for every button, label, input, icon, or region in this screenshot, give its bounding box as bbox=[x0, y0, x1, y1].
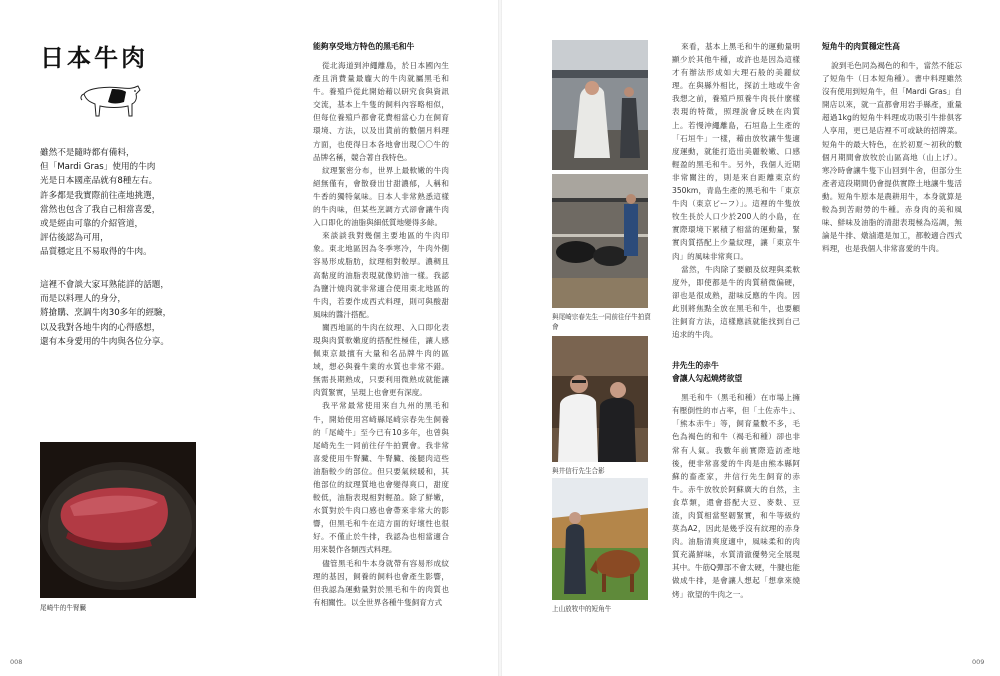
col1-paragraph: 來談談我對幾個主要地區的牛肉印象。東北地區因為冬季寒冷，牛肉外側容易形成脂肪，紋理相對較厚。濃稠且高黏度的油脂表現就像奶油一樣。我認為鹽汁燒肉就非常適合使用東北地區的牛肉，若要作成西式料理，則可與酸甜風味的醬汁搭配。 bbox=[313, 231, 449, 319]
steak-photo bbox=[40, 442, 196, 598]
cow-diagram-icon bbox=[78, 80, 144, 122]
column-1-heading: 能夠享受地方特色的黑毛和牛 bbox=[313, 42, 415, 51]
article-column-1 bbox=[313, 40, 449, 642]
auction-photo-caption: 與尾崎宗春先生一同前往仔牛拍賣會 bbox=[552, 313, 651, 331]
col1-paragraph: 從北海道到沖繩離島，於日本國內生產且消費量最龐大的牛肉就屬黑毛和牛。養殖戶從此開始藉以研究食與資訊交流，基本上牛隻的飼料內容略相似，但每位養殖戶都會花費相當心力在飼育環境、方法，以及出貨前的數個月料理方面，也使得日本各地會出現〇〇牛的品牌名稱，競合著自我特色。 bbox=[313, 61, 449, 162]
auction-photo-1 bbox=[552, 40, 648, 170]
col3-paragraph: 說到毛色同為褐色的和牛，當然不能忘了短角牛（日本短角種）。書中料理雖然沒有使用到短角牛，但「Mardi Gras」自開店以來，就一直都會用岩手縣產，重量超過1kg的短角牛料理成功吸引牛排俱客人享用，更已是店裡不可或缺的招牌菜。短角牛的最大特色，在於初夏～初秋的數個月期間會放牧於山區高地（山上げ）。寒冷時會讓牛隻下山回到牛舍，但部分生產者這段期間仍會提供實際土地讓牛隻活動。短角牛原本是農耕用牛，本身就算是較為到苦耐勞的牛種。赤身肉的美和風味、鮮味及油脂的清甜表現極為巡調，無論是牛排、燉滷還是加工，都較適合西式料理，也是我個人非常喜愛的牛肉。 bbox=[822, 61, 962, 254]
page-number-right: 009 bbox=[972, 658, 985, 666]
page-gutter bbox=[498, 0, 502, 676]
farmer-portrait-caption: 與井信行先生合影 bbox=[552, 467, 605, 475]
page-number-left: 008 bbox=[10, 658, 23, 666]
col1-paragraph: 我平常最常使用來自九州的黑毛和牛，開始使用宮崎縣尾崎宗春先生飼養的「尾崎牛」至今已有10多年，也曾與尾崎先生一同前往仔牛拍賣會。我非常喜愛使用牛腎臟、牛腎臟、後腿肉這些油脂較少的部位。但只要氣候暖和，其他部位的紋理質地也會變得爽口，甜度較低，油脂表現相對輕盈。除了鮮嫩，水質對於牛肉口感也會帶來非常大的影響，但黑毛和牛在這方面的好壞性也很好。不僅止於牛排，我認為也相當適合用來製作各類西式料理。 bbox=[313, 401, 449, 555]
farmer-portrait-photo bbox=[552, 336, 648, 462]
column-3-heading: 短角牛的肉質穩定性高 bbox=[822, 42, 900, 51]
col1-paragraph: 關西地區的牛肉在紋理、入口即化表現與肉質軟嫩度的搭配性極佳，讓人感佩東京最擅有大量和名品牌牛肉的區域，想必與養牛業的水質也非常不錯。無需長期熟成，只要利用微熟成就能讓肉質緊實，呈現上也會更有深度。 bbox=[313, 322, 449, 398]
article-column-2 bbox=[672, 40, 800, 642]
grazing-cattle-photo bbox=[552, 478, 648, 600]
col1-paragraph: 儘管黑毛和牛本身就帶有容易形成紋理的基因，飼養的飼料也會產生影響，但我認為運動量對於黑毛和牛的肉質也有相關性。以全世界各種牛隻飼育方式 bbox=[313, 558, 449, 607]
article-column-3 bbox=[822, 40, 962, 310]
column-2-heading: 井先生的赤牛 會讓人勾起燒烤欲望 bbox=[672, 361, 743, 384]
auction-photo-2 bbox=[552, 174, 648, 308]
col1-paragraph: 紋理緊密分布，世界上最軟嫩的牛肉絕無僅有，會散發出甘甜濃郁，人稱和牛香的獨特氣味。日本人非常熟悉這樣的牛肉味，但某些烹調方式卻會讓牛肉入口即化的油脂與細低質地變得多餘。 bbox=[313, 165, 449, 228]
page-title: 日本牛肉 bbox=[40, 44, 148, 72]
grazing-cattle-caption: 上山放牧中的短角牛 bbox=[552, 605, 612, 613]
intro-paragraph-2: 這裡不會談大家耳熟能詳的話題， 而是以料理人的身分， 將搶購、烹調牛肉30多年的經驗， 以及我對各地牛肉的心得感想， 還有本身愛用的牛肉與各位分享。 bbox=[40, 280, 172, 347]
intro-paragraph-1: 雖然不是隨時都有備料， 但「Mardi Gras」使用的牛肉 光是日本國產品就有8種左右。 許多都是我實際前往產地挑選， 當然也包含了我自己相當喜愛， 或是經由可靠的介紹管道， 評估後認為可用， 品質穩定且不易取得的牛肉。 bbox=[40, 148, 161, 258]
steak-photo-caption: 尾崎牛的牛腎臟 bbox=[40, 604, 87, 612]
col2-paragraph: 來看，基本上黑毛和牛的運動量明顯少於其他牛種，或許也是因為這樣才有辦法形成如大理石般的美麗紋理。在與縣外相比，探訪土地或牛舍我想之前，養殖戶照養牛肉長什麼樣表現的特徵，照理說會反映在肉質上。若慢沖繩離島，石垣島上生產的「石垣牛」一樣，藉由放牧讓牛隻適度運動，就能打造出美麗較嫩、口感輕盈的黑毛和牛。另外，我個人近期非常關注的，則是來自距離東京約350km，青島生產的黑毛和牛「東京牛肉（東京ビーフ）」。這裡的牛隻放牧生長於人口少於200人的小島，在實際環境下累積了相當的運動量，緊實肉質搭配上少量紋理，讓「東京牛肉」的風味非常爽口。 bbox=[672, 42, 800, 261]
col2-paragraph: 黑毛和牛（黑毛和種）在市場上擁有壓倒性的市占率，但「土佐赤牛」、「熊本赤牛」等，飼育量數不多，毛色為褐色的和牛（褐毛和種）卻也非常有人氣。我數年前實際造訪產地後，便非常喜愛的牛肉是由熊本縣阿蘇的畜產家，井信行先生飼育的赤牛。赤牛放牧於阿蘇廣大的自然，主食草類，還會搭配大豆、麥麩、豆渣，肉質相當堅韌緊實，和牛等級約莫為A2，因此是幾乎沒有紋理的赤身肉。油脂清爽度適中，風味柔和的肉質充滿鮮味，水質清澈優勢完全展現其中。牛筋Q彈部不會太硬，牛腱也能做成牛排，是會讓人想起「想拿來燒烤」欲望的牛肉之一。 bbox=[672, 393, 800, 599]
col2-paragraph: 當然，牛肉除了要顧及紋理與柔軟度外，即使都是牛的肉質稍微偏硬，卻也是很成熟，甜味反應的牛肉。因此別將焦點全放在黑毛和牛，也要顧注飼育方法，這樣應該就能找到自己追求的牛肉。 bbox=[672, 264, 800, 340]
